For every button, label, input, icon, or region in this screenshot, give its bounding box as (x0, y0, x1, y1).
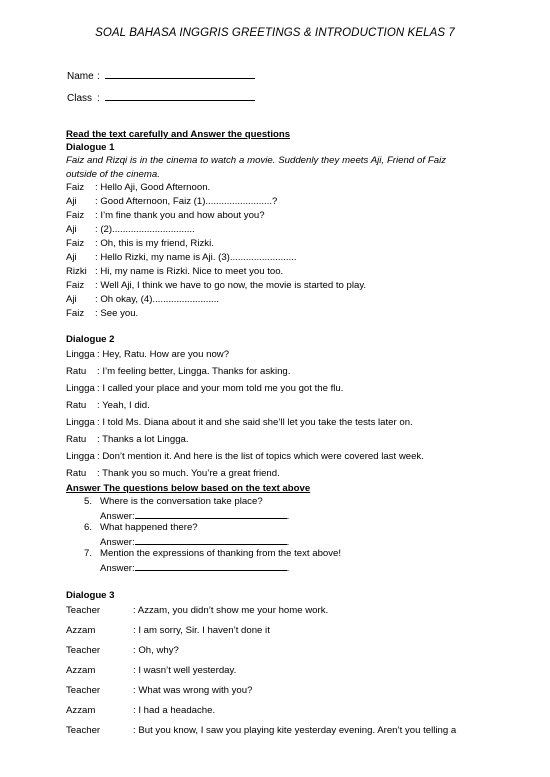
speaker: Lingga (66, 349, 95, 360)
utterance: : I told Ms. Diana about it and she said she’ll let you take the tests later on. (97, 417, 413, 428)
utterance: : Oh okay, (4)......................... (95, 294, 220, 305)
speaker: Azzam (66, 665, 96, 676)
utterance: : Hey, Ratu. How are you now? (97, 349, 230, 360)
dialogue3-line (66, 625, 270, 637)
question-6 (84, 522, 198, 534)
dialogue1-line (66, 238, 214, 250)
speaker: Ratu (66, 400, 87, 411)
utterance: : Hello Rizki, my name is Aji. (3)......................... (95, 252, 297, 263)
utterance: : Oh, this is my friend, Rizki. (95, 238, 214, 249)
dialogue1-heading: Dialogue 1 (66, 142, 115, 153)
answer-label: Answer: (100, 537, 135, 548)
utterance: : Yeah, I did. (97, 400, 150, 411)
dialogue3-line (66, 645, 179, 657)
name-blank[interactable] (105, 68, 255, 79)
question-5 (84, 496, 263, 508)
speaker: Teacher (66, 605, 101, 616)
utterance: : Good Afternoon, Faiz (1).........................? (95, 196, 278, 207)
dialogue2-line (66, 451, 424, 463)
utterance: : (2)............................... (95, 224, 195, 235)
utterance: : What was wrong with you? (133, 685, 253, 696)
question-number: 5. (84, 496, 93, 507)
class-label: Class (67, 93, 93, 104)
dialogue1-line (66, 224, 195, 236)
dialogue2-line (66, 349, 229, 361)
utterance: : Don’t mention it. And here is the list of topics which were covered last week. (97, 451, 424, 462)
dialogue1-line (66, 252, 297, 264)
speaker: Faiz (66, 238, 85, 249)
answer-end: . (286, 511, 290, 522)
question-text: Mention the expressions of thanking from the text above! (100, 548, 342, 559)
speaker: Aji (66, 252, 77, 263)
answer-blank[interactable] (135, 561, 287, 571)
dialogue2-heading: Dialogue 2 (66, 334, 115, 345)
speaker: Teacher (66, 725, 101, 736)
utterance: : I called your place and your mom told me you got the flu. (97, 383, 344, 394)
dialogue3-line (66, 665, 236, 677)
utterance: : I had a headache. (133, 705, 216, 716)
questions-heading: Answer The questions below based on the text above (66, 483, 311, 494)
dialogue3-line (66, 685, 252, 697)
answer-7[interactable] (100, 561, 289, 575)
dialogue1-line (66, 182, 210, 194)
dialogue1-line (66, 280, 366, 292)
dialogue2-line (66, 400, 150, 412)
speaker: Faiz (66, 182, 85, 193)
utterance: : I am sorry, Sir. I haven’t done it (133, 625, 270, 636)
answer-label: Answer: (100, 563, 135, 574)
utterance: : I wasn’t well yesterday. (133, 665, 237, 676)
question-text: Where is the conversation take place? (100, 496, 263, 507)
utterance: : I’m feeling better, Lingga. Thanks for asking. (97, 366, 291, 377)
dialogue1-line (66, 210, 265, 222)
dialogue2-line (66, 417, 413, 429)
utterance: : But you know, I saw you playing kite yesterday evening. Aren’t you telling a (133, 725, 457, 736)
dialogue2-line (66, 434, 189, 446)
speaker: Azzam (66, 625, 96, 636)
dialogue1-line (66, 294, 219, 306)
dialogue1-narration: Faiz and Rizqi is in the cinema to watch a movie. Suddenly they meets Aji, Friend of Faiz outside of the cinema. (66, 155, 446, 180)
speaker: Teacher (66, 685, 101, 696)
dialogue2-line (66, 383, 343, 395)
dialogue3-heading: Dialogue 3 (66, 590, 115, 601)
name-colon: : (97, 71, 100, 82)
speaker: Faiz (66, 280, 85, 291)
answer-end: . (286, 537, 290, 548)
speaker: Aji (66, 294, 77, 305)
question-text: What happened there? (100, 522, 198, 533)
utterance: : I’m fine thank you and how about you? (95, 210, 265, 221)
name-label: Name (67, 71, 94, 82)
speaker: Lingga (66, 451, 95, 462)
dialogue1-line (66, 308, 138, 320)
question-number: 7. (84, 548, 93, 559)
speaker: Aji (66, 224, 77, 235)
speaker: Lingga (66, 417, 95, 428)
class-colon: : (97, 93, 100, 104)
utterance: : Hello Aji, Good Afternoon. (95, 182, 211, 193)
dialogue3-line (66, 605, 328, 617)
class-field[interactable] (67, 90, 255, 103)
utterance: : Azzam, you didn’t show me your home work. (133, 605, 329, 616)
speaker: Ratu (66, 366, 87, 377)
utterance: : Hi, my name is Rizki. Nice to meet you too. (95, 266, 284, 277)
dialogue2-line (66, 366, 290, 378)
dialogue2-line (66, 468, 280, 480)
speaker: Ratu (66, 434, 87, 445)
answer-blank[interactable] (135, 509, 287, 519)
class-blank[interactable] (105, 90, 255, 101)
speaker: Lingga (66, 383, 95, 394)
utterance: : Oh, why? (133, 645, 179, 656)
utterance: : Thank you so much. You’re a great friend. (97, 468, 280, 479)
speaker: Azzam (66, 705, 96, 716)
page-title: SOAL BAHASA INGGRIS GREETINGS & INTRODUCTION KELAS 7 (95, 27, 455, 39)
speaker: Ratu (66, 468, 87, 479)
answer-end: . (286, 563, 290, 574)
utterance: : Well Aji, I think we have to go now, the movie is started to play. (95, 280, 367, 291)
speaker: Teacher (66, 645, 101, 656)
dialogue3-line (66, 705, 215, 717)
answer-label: Answer: (100, 511, 135, 522)
answer-blank[interactable] (135, 535, 287, 545)
speaker: Faiz (66, 308, 85, 319)
speaker: Faiz (66, 210, 85, 221)
name-field[interactable] (67, 68, 255, 81)
dialogue1-line (66, 266, 283, 278)
utterance: : Thanks a lot Lingga. (97, 434, 189, 445)
dialogue3-line (66, 725, 456, 737)
speaker: Aji (66, 196, 77, 207)
speaker: Rizki (66, 266, 87, 277)
answer-5[interactable] (100, 509, 289, 523)
instruction: Read the text carefully and Answer the questions (66, 129, 291, 140)
answer-6[interactable] (100, 535, 289, 549)
question-number: 6. (84, 522, 93, 533)
dialogue1-line (66, 196, 277, 208)
utterance: : See you. (95, 308, 139, 319)
question-7 (84, 548, 341, 560)
